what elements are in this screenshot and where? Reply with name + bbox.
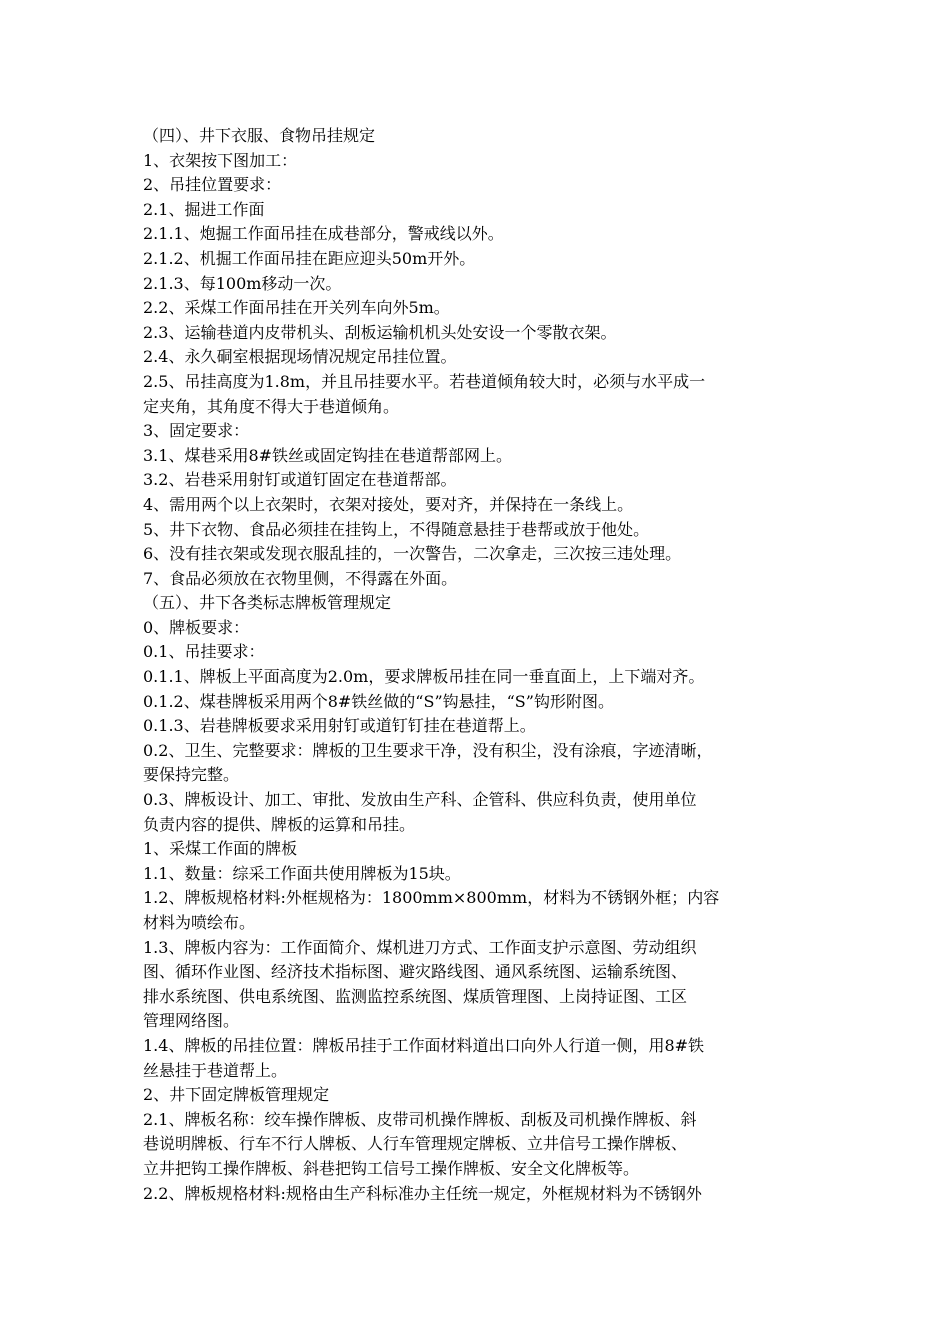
document-line: （五）、井下各类标志牌板管理规定: [143, 593, 392, 613]
document-line: 6、没有挂衣架或发现衣服乱挂的，一次警告，二次拿走，三次按三违处理。: [143, 544, 682, 564]
document-line: 2.1、牌板名称：绞车操作牌板、皮带司机操作牌板、刮板及司机操作牌板、斜: [143, 1109, 697, 1129]
document-line: 1.3、牌板内容为：工作面简介、煤机进刀方式、工作面支护示意图、劳动组织: [143, 937, 697, 957]
document-line: 2.1.3、每100m移动一次。: [143, 273, 342, 293]
document-line: 2.1.2、机掘工作面吊挂在距应迎头50m开外。: [143, 248, 476, 268]
document-line: 1.4、牌板的吊挂位置：牌板吊挂于工作面材料道出口向外人行道一侧，用8#铁: [143, 1035, 705, 1055]
document-line: 2.5、吊挂高度为1.8m，并且吊挂要水平。若巷道倾角较大时，必须与水平成一: [143, 371, 706, 391]
document-line: 立井把钩工操作牌板、斜巷把钩工信号工操作牌板、安全文化牌板等。: [143, 1158, 640, 1178]
document-line: 管理网络图。: [143, 1011, 240, 1031]
document-line: 材料为喷绘布。: [143, 913, 256, 932]
document-line: （四）、井下衣服、食物吊挂规定: [143, 126, 376, 145]
document-line: 巷说明牌板、行车不行人牌板、人行车管理规定牌板、立井信号工操作牌板、: [143, 1134, 688, 1154]
document-line: 2、井下固定牌板管理规定: [143, 1085, 330, 1105]
document-line: 7、食品必须放在衣物里侧，不得露在外面。: [143, 568, 458, 588]
document-line: 1.1、数量：综采工作面共使用牌板为15块。: [143, 863, 461, 883]
document-line: 1.2、牌板规格材料:外框规格为：1800mm×800mm，材料为不锈钢外框；内容: [143, 888, 720, 908]
document-line: 0.1.2、煤巷牌板采用两个8#铁丝做的“S”钩悬挂，“S”钩形附图。: [143, 691, 614, 711]
document-line: 1、采煤工作面的牌板: [143, 839, 298, 859]
document-line: 4、需用两个以上衣架时，衣架对接处，要对齐，并保持在一条线上。: [143, 494, 634, 514]
document-line: 负责内容的提供、牌板的运算和吊挂。: [143, 814, 416, 834]
document-line: 排水系统图、供电系统图、监测监控系统图、煤质管理图、上岗持证图、工区: [143, 986, 688, 1006]
document-body: [143, 124, 813, 1206]
document-line: 3、固定要求：: [143, 421, 250, 441]
document-line: 定夹角，其角度不得大于巷道倾角。: [143, 396, 400, 416]
document-line: 2、吊挂位置要求：: [143, 175, 282, 195]
document-line: 2.2、牌板规格材料:规格由生产科标准办主任统一规定，外框规材料为不锈钢外: [143, 1183, 702, 1203]
document-line: 0.1.3、岩巷牌板要求采用射钉或道钉钉挂在巷道帮上。: [143, 716, 536, 736]
document-line: 0.2、卫生、完整要求：牌板的卫生要求干净，没有积尘，没有涂痕，字迹清晰，: [143, 740, 713, 760]
document-line: 1、衣架按下图加工：: [143, 150, 298, 170]
document-line: 丝悬挂于巷道帮上。: [143, 1060, 288, 1080]
document-line: 0.3、牌板设计、加工、审批、发放由生产科、企管科、供应科负责，使用单位: [143, 790, 697, 810]
document-line: 要保持完整。: [143, 765, 240, 785]
document-line: 2.1.1、炮掘工作面吊挂在成巷部分，警戒线以外。: [143, 224, 504, 244]
document-line: 2.1、掘进工作面: [143, 199, 265, 219]
document-line: 0.1、吊挂要求：: [143, 642, 265, 662]
document-line: 2.2、采煤工作面吊挂在开关列车向外5m。: [143, 298, 450, 318]
document-line: 2.4、永久硐室根据现场情况规定吊挂位置。: [143, 347, 457, 367]
document-line: 5、井下衣物、食品必须挂在挂钩上，不得随意悬挂于巷帮或放于他处。: [143, 519, 650, 539]
document-line: 图、循环作业图、经济技术指标图、避灾路线图、通风系统图、运输系统图、: [143, 962, 688, 982]
document-line: 3.1、煤巷采用8#铁丝或固定钩挂在巷道帮部网上。: [143, 445, 513, 465]
document-line: 2.3、运输巷道内皮带机头、刮板运输机机头处安设一个零散衣架。: [143, 322, 617, 342]
document-line: 3.2、岩巷采用射钉或道钉固定在巷道帮部。: [143, 470, 457, 490]
document-line: 0.1.1、牌板上平面高度为2.0m，要求牌板吊挂在同一垂直面上，上下端对齐。: [143, 667, 705, 687]
document-line: 0、牌板要求：: [143, 617, 250, 637]
